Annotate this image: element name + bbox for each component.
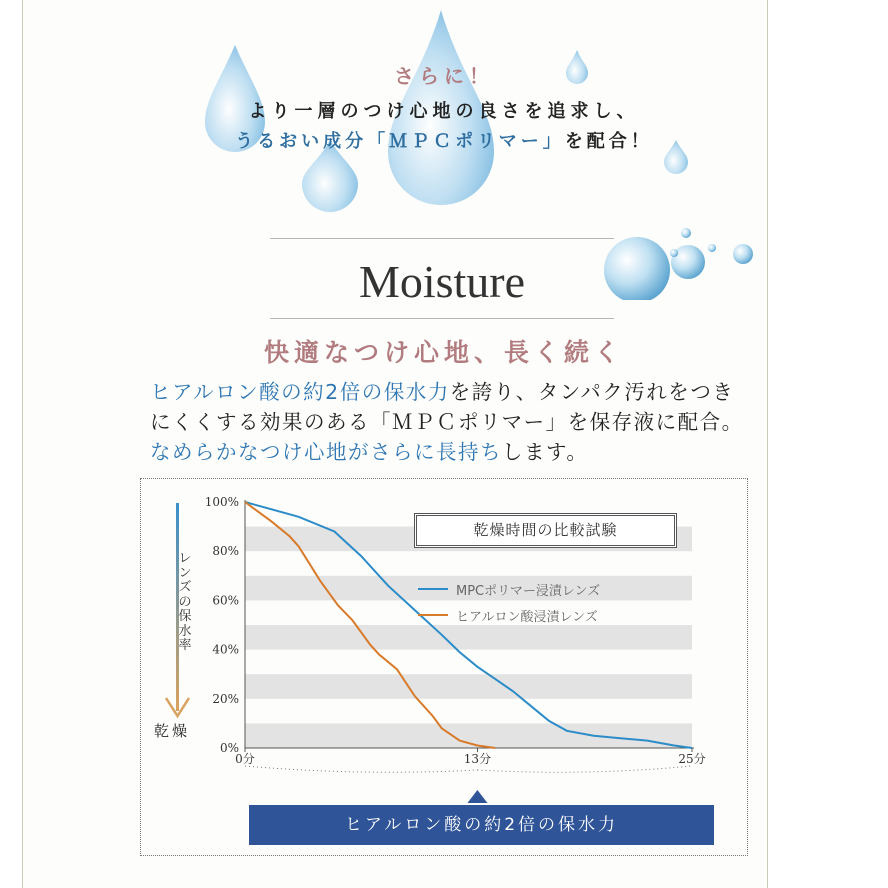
intro-kicker: さらに！ <box>394 64 494 88</box>
y-tick-label: 40% <box>212 642 239 657</box>
guide-arc <box>245 766 477 772</box>
grid-band <box>245 674 692 699</box>
banner-arrow <box>467 790 487 803</box>
x-tick-label: 25分 <box>678 752 706 766</box>
grid-band <box>245 723 692 748</box>
y-tick-label: 100% <box>204 495 239 509</box>
legend-label-mpc: MPCポリマー浸漬レンズ <box>456 584 601 599</box>
section-title: Moisture <box>358 256 526 307</box>
y-tick-label: 80% <box>212 544 239 559</box>
comparison-banner: ヒアルロン酸の約2倍の保水力 <box>249 805 714 845</box>
y-axis-title: レンズの保水率 <box>178 551 192 653</box>
x-tick-label: 0分 <box>235 752 255 766</box>
body-emphasis: なめらかなつけ心地がさらに長持ち <box>150 440 502 464</box>
y-tick-label: 60% <box>212 593 239 608</box>
ingredient-suffix: を配合！ <box>564 131 653 152</box>
body-text: に配合。 <box>655 410 744 434</box>
y-tick-label: 0% <box>219 741 239 755</box>
y-axis-bottom-label: 乾燥 <box>154 722 191 740</box>
legend-label-hyaluronic: ヒアルロン酸浸漬レンズ <box>456 610 598 625</box>
body-text: つきにくくする効果のある「ＭＰＣポリマー」を保存液 <box>150 380 735 434</box>
chart-title: 乾燥時間の比較試験 <box>414 513 677 548</box>
guide-arc <box>477 766 692 772</box>
catch-copy: 快適なつけ心地、長く続く <box>263 338 624 367</box>
x-tick-label: 13分 <box>463 752 492 766</box>
body-text: を誇り、タンパク汚れを <box>449 380 691 404</box>
body-text: します。 <box>502 440 589 464</box>
grid-band <box>245 625 692 650</box>
body-emphasis: ヒアルロン酸の約2倍の保水力 <box>150 380 450 404</box>
y-tick-label: 20% <box>212 691 239 706</box>
ingredient-name: うるおい成分「ＭＰＣポリマー」 <box>235 131 565 152</box>
intro-line: より一層のつけ心地の良さを追求し、 <box>248 101 640 122</box>
